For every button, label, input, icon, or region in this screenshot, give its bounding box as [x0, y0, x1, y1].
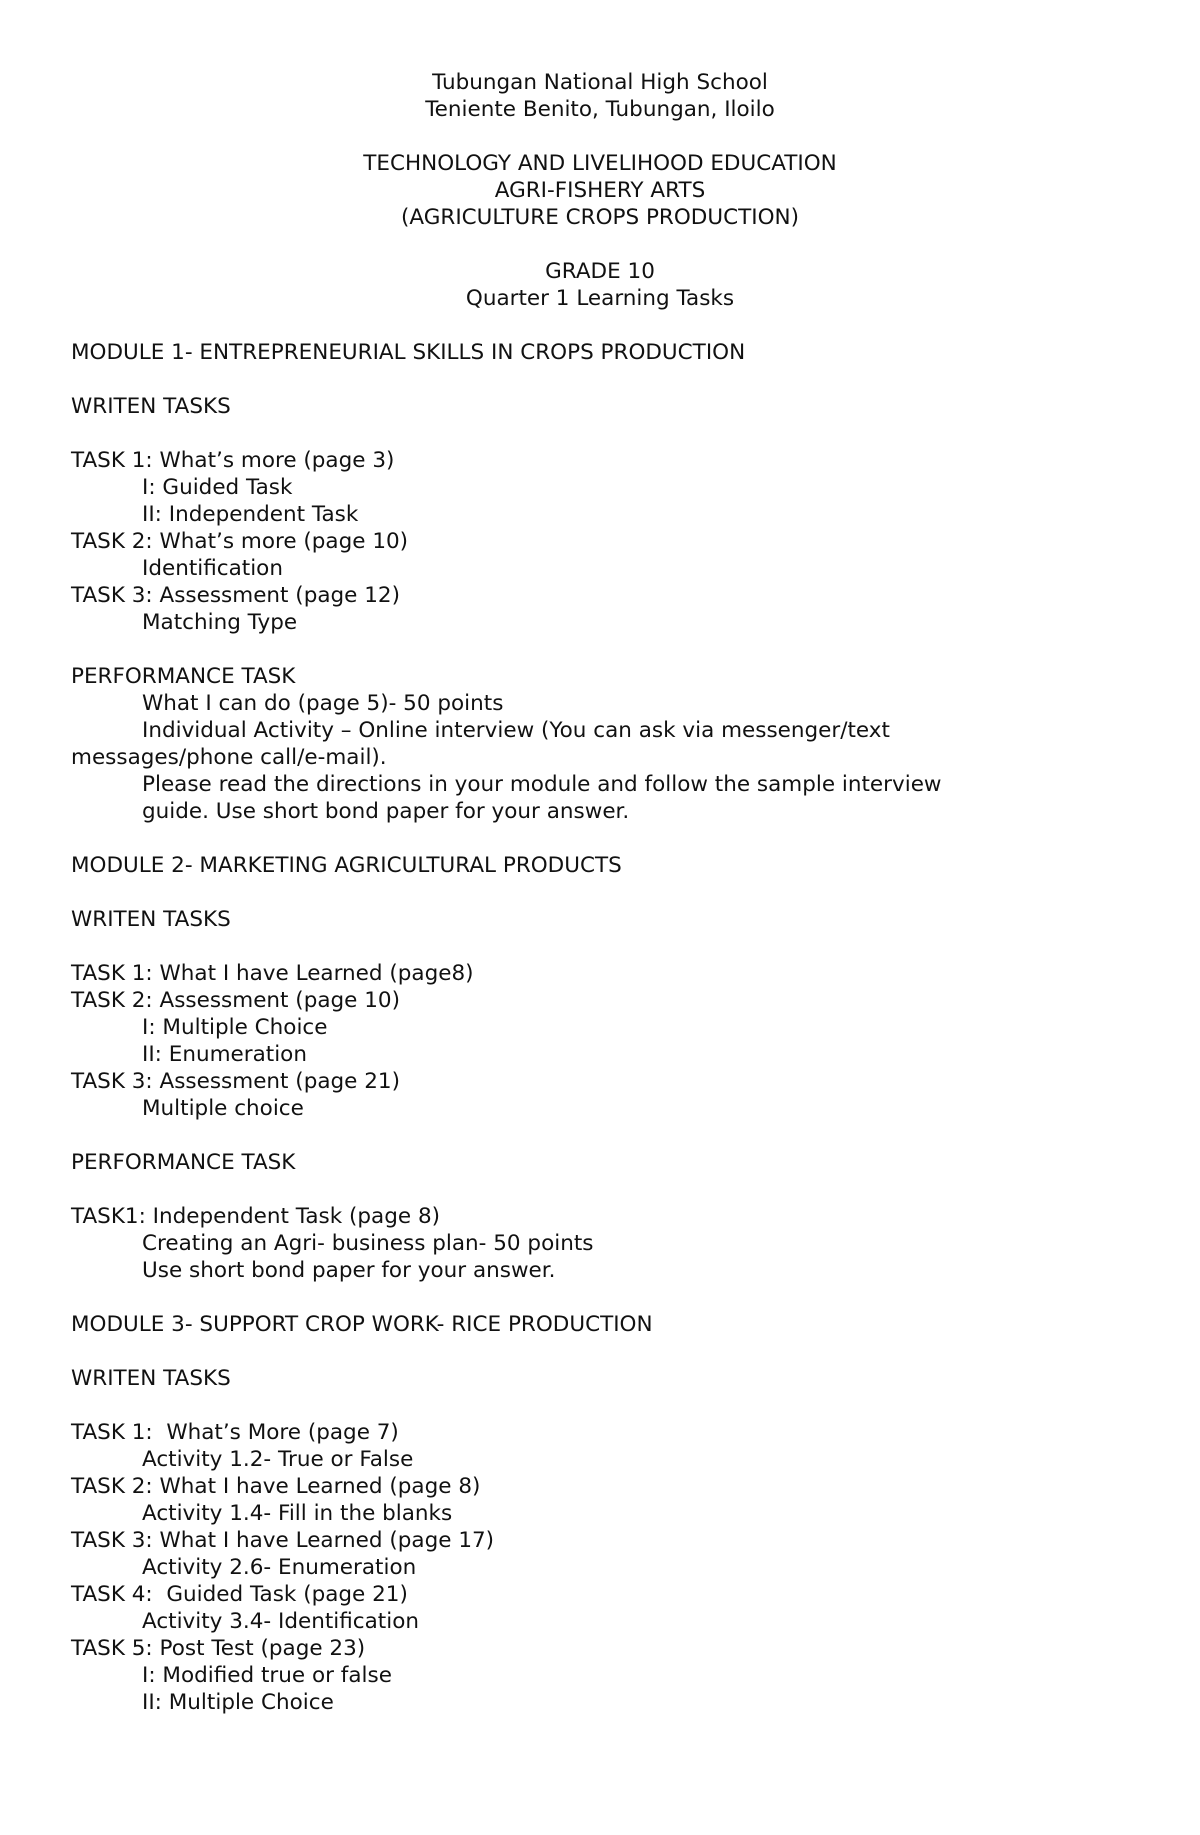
module-3-task-3-sub-1: Activity 2.6- Enumeration [142, 1555, 417, 1580]
module-1-task-3-sub-1: Matching Type [142, 610, 298, 635]
module-2-task-2-sub-1: I: Multiple Choice [142, 1015, 328, 1040]
school-name: Tubungan National High School [432, 70, 768, 95]
module-3-task-5-sub-2: II: Multiple Choice [142, 1690, 334, 1715]
module-1-perf-line-1: What I can do (page 5)- 50 points [142, 691, 504, 716]
module-3-written-heading: WRITEN TASKS [71, 1366, 231, 1391]
module-1-task-3: TASK 3: Assessment (page 12) [71, 583, 400, 608]
module-1-task-2: TASK 2: What’s more (page 10) [71, 529, 409, 554]
module-1-perf-line-4: Please read the directions in your module and follow the sample interview [142, 772, 942, 797]
module-1-perf-line-2: Individual Activity – Online interview (You can ask via messenger/text [142, 718, 890, 743]
module-3-task-2-sub-1: Activity 1.4- Fill in the blanks [142, 1501, 453, 1526]
module-2-performance-heading: PERFORMANCE TASK [71, 1150, 296, 1175]
module-3-task-2: TASK 2: What I have Learned (page 8) [71, 1474, 481, 1499]
module-1-task-2-sub-1: Identification [142, 556, 283, 581]
module-3-task-4-sub-1: Activity 3.4- Identification [142, 1609, 419, 1634]
module-1-task-1-sub-2: II: Independent Task [142, 502, 359, 527]
grade-level: GRADE 10 [545, 259, 655, 284]
module-3-task-5-sub-1: I: Modified true or false [142, 1663, 392, 1688]
module-3-task-1: TASK 1: What’s More (page 7) [71, 1420, 399, 1445]
module-2-task-2-sub-2: II: Enumeration [142, 1042, 307, 1067]
subject-title: TECHNOLOGY AND LIVELIHOOD EDUCATION [363, 151, 837, 176]
strand-title: AGRI-FISHERY ARTS [494, 178, 706, 203]
module-1-performance-heading: PERFORMANCE TASK [71, 664, 296, 689]
module-1-perf-line-5: guide. Use short bond paper for your answer. [142, 799, 630, 824]
quarter-title: Quarter 1 Learning Tasks [465, 286, 735, 311]
module-3-task-5: TASK 5: Post Test (page 23) [71, 1636, 366, 1661]
module-2-title: MODULE 2- MARKETING AGRICULTURAL PRODUCTS [71, 853, 622, 878]
module-2-written-heading: WRITEN TASKS [71, 907, 231, 932]
module-1-task-1: TASK 1: What’s more (page 3) [71, 448, 395, 473]
module-2-task-2: TASK 2: Assessment (page 10) [71, 988, 400, 1013]
school-address: Teniente Benito, Tubungan, Iloilo [425, 97, 775, 122]
module-3-task-4: TASK 4: Guided Task (page 21) [71, 1582, 408, 1607]
module-3-task-3: TASK 3: What I have Learned (page 17) [71, 1528, 495, 1553]
module-1-task-1-sub-1: I: Guided Task [142, 475, 293, 500]
module-1-title: MODULE 1- ENTREPRENEURIAL SKILLS IN CROPS PRODUCTION [71, 340, 746, 365]
specialization-title: (AGRICULTURE CROPS PRODUCTION) [401, 205, 799, 230]
module-3-title: MODULE 3- SUPPORT CROP WORK- RICE PRODUCTION [71, 1312, 653, 1337]
module-2-perf-line-1: Creating an Agri- business plan- 50 points [142, 1231, 594, 1256]
module-2-perf-line-2: Use short bond paper for your answer. [142, 1258, 556, 1283]
module-3-task-1-sub-1: Activity 1.2- True or False [142, 1447, 414, 1472]
module-2-task-3: TASK 3: Assessment (page 21) [71, 1069, 400, 1094]
module-2-task-3-sub-1: Multiple choice [142, 1096, 304, 1121]
module-1-written-heading: WRITEN TASKS [71, 394, 231, 419]
module-2-task-1: TASK 1: What I have Learned (page8) [71, 961, 474, 986]
module-1-perf-line-3: messages/phone call/e-mail). [71, 745, 387, 770]
module-2-perf-task-1: TASK1: Independent Task (page 8) [71, 1204, 441, 1229]
